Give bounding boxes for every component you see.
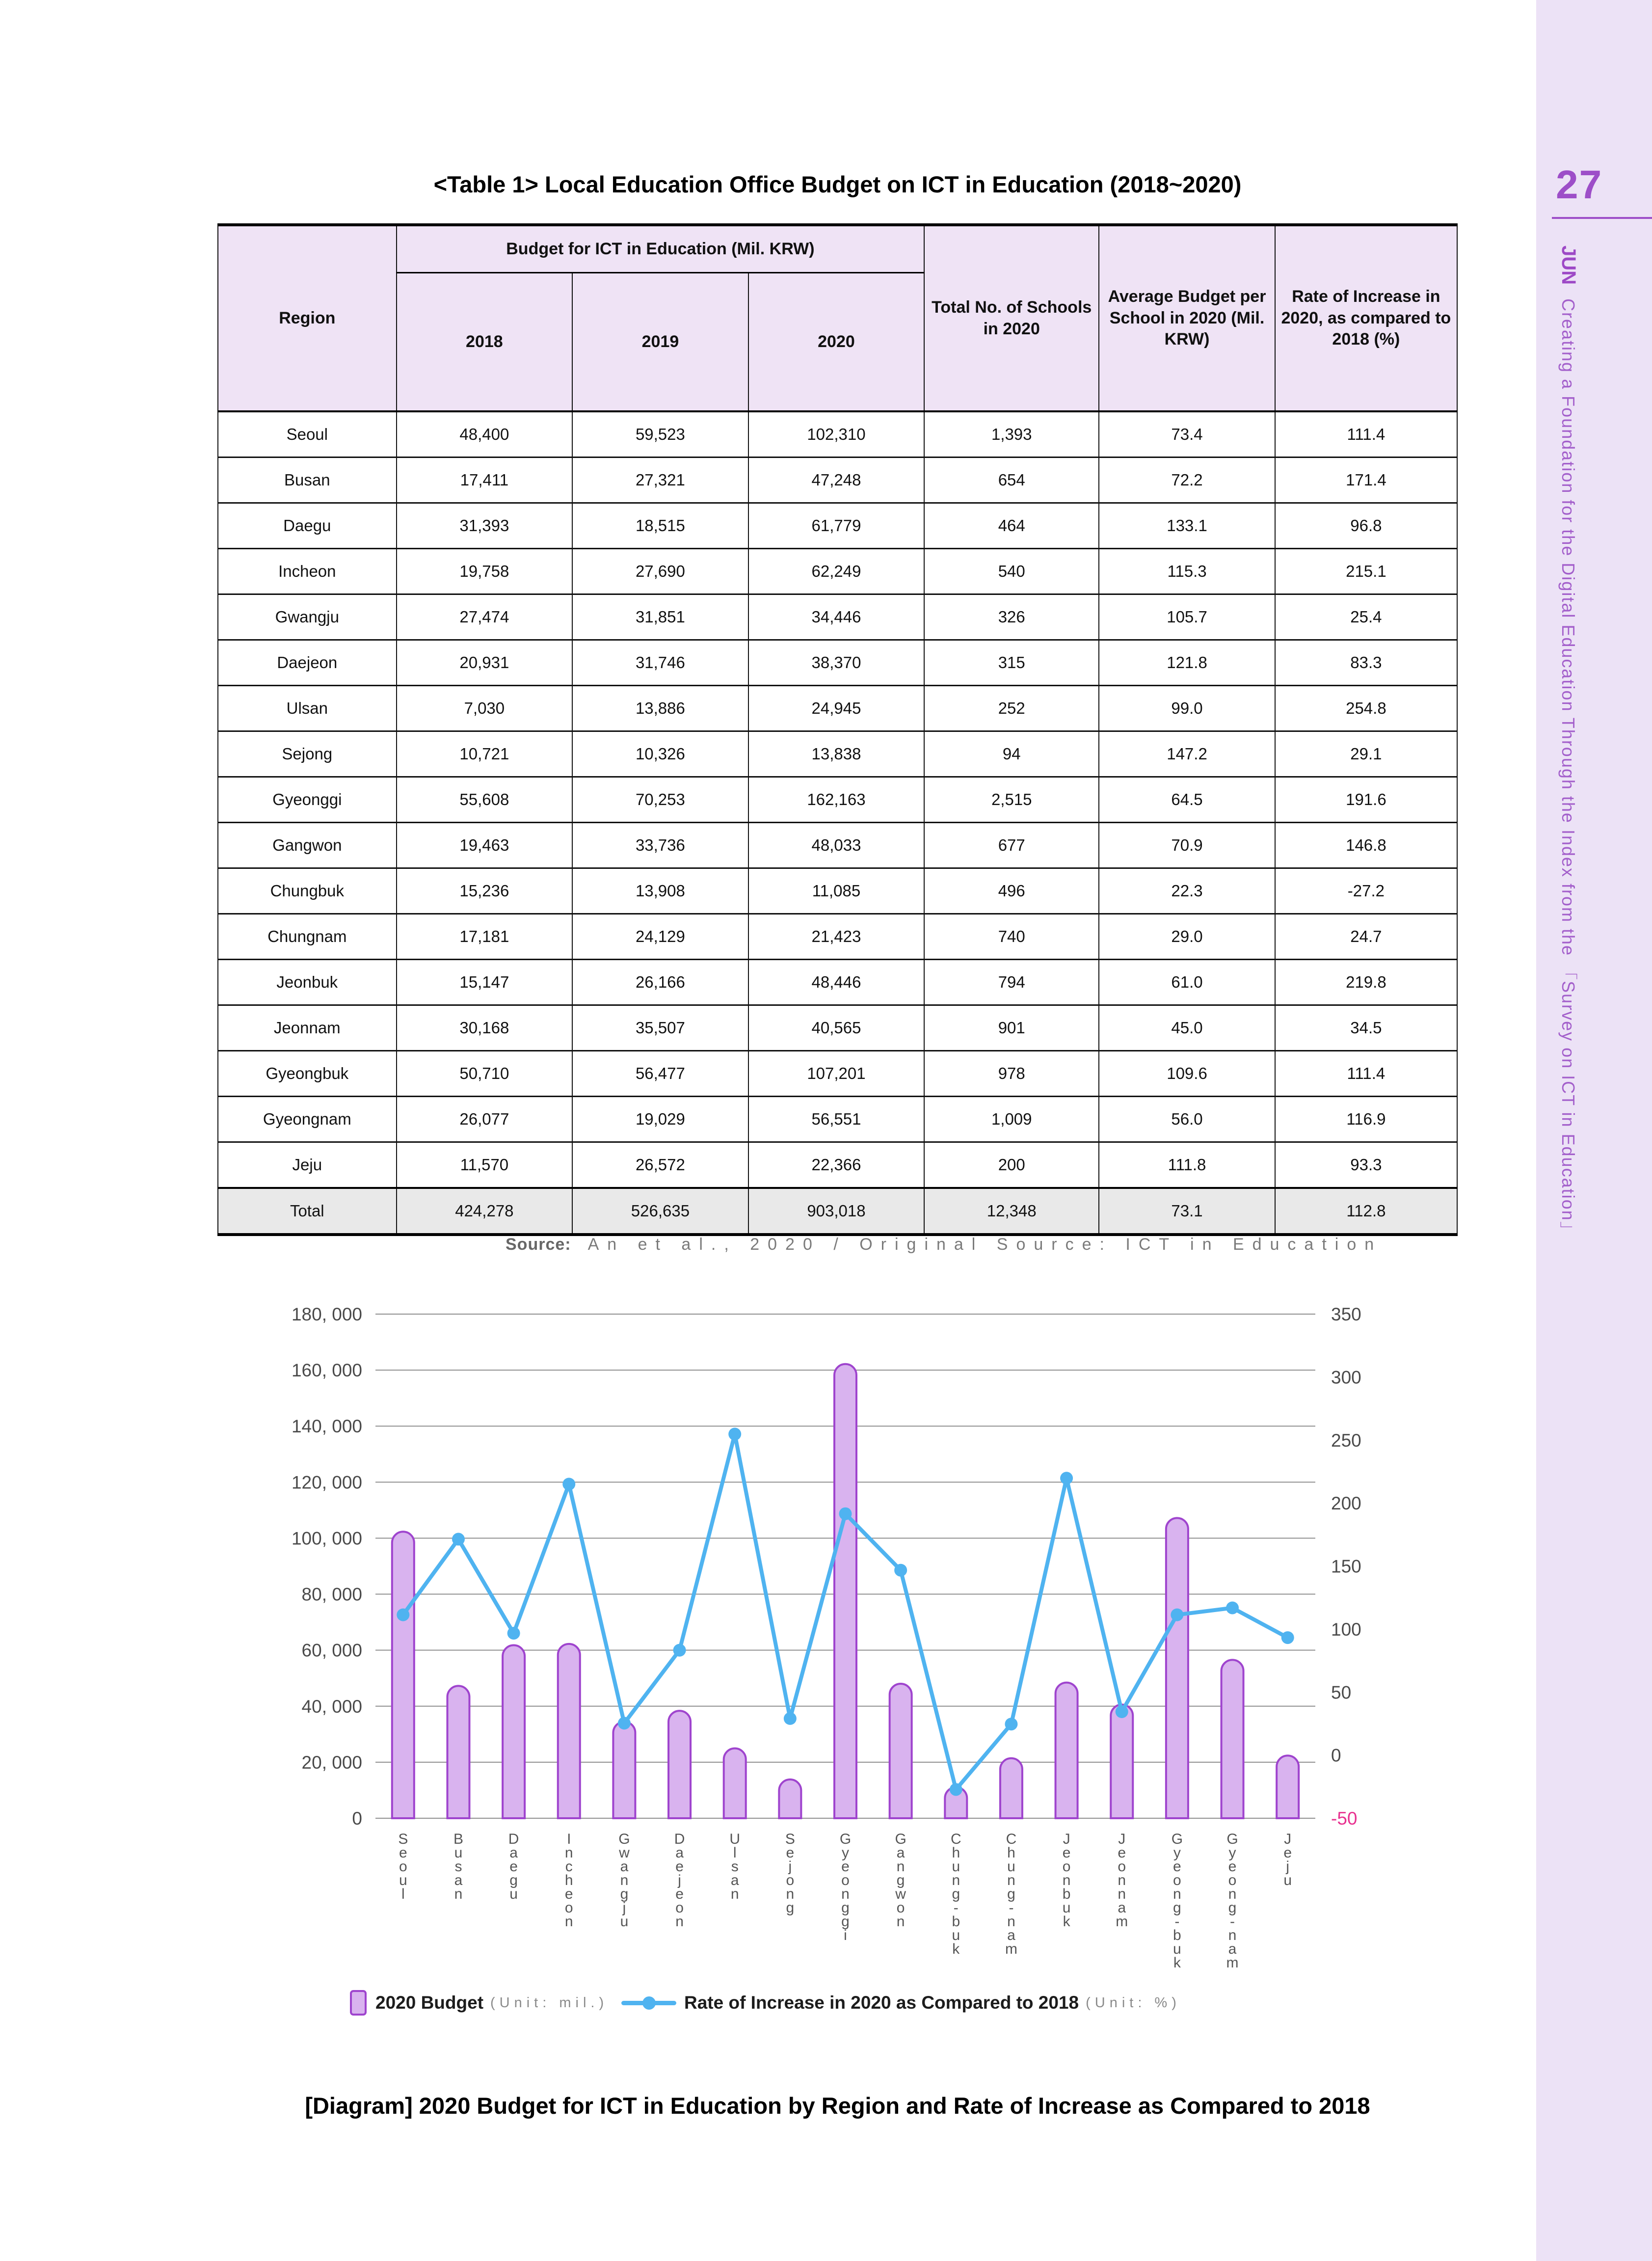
header-average-budget: Average Budget per School in 2020 (Mil. KRW) — [1099, 225, 1275, 411]
region-cell: Jeonbuk — [218, 960, 397, 1005]
value-cell: 93.3 — [1275, 1142, 1457, 1188]
value-cell: 34,446 — [748, 594, 925, 640]
value-cell: 24.7 — [1275, 914, 1457, 960]
budget-bar — [613, 1722, 635, 1818]
region-cell: Busan — [218, 458, 397, 503]
budget-bar — [1056, 1683, 1078, 1818]
rate-point — [1281, 1631, 1294, 1644]
value-cell: 252 — [924, 686, 1099, 731]
value-cell: 27,474 — [397, 594, 573, 640]
value-cell: 17,181 — [397, 914, 573, 960]
value-cell: 11,085 — [748, 868, 925, 914]
value-cell: -27.2 — [1275, 868, 1457, 914]
value-cell: 61.0 — [1099, 960, 1275, 1005]
rate-point — [397, 1609, 409, 1621]
budget-bar — [503, 1645, 525, 1818]
value-cell: 48,446 — [748, 960, 925, 1005]
right-axis-tick: 200 — [1331, 1493, 1361, 1514]
value-cell: 94 — [924, 731, 1099, 777]
x-axis-label: G y e o n g -n a m — [1226, 1831, 1239, 1971]
table-row — [218, 1142, 1457, 1188]
value-cell: 29.1 — [1275, 731, 1457, 777]
value-cell: 19,029 — [572, 1097, 748, 1142]
rate-point — [562, 1478, 575, 1490]
header-rate-of-increase: Rate of Increase in 2020, as compared to 2018 (%) — [1275, 225, 1457, 411]
value-cell: 31,746 — [572, 640, 748, 686]
value-cell: 22,366 — [748, 1142, 925, 1188]
region-cell: Total — [218, 1188, 397, 1235]
value-cell: 10,326 — [572, 731, 748, 777]
rate-point — [1005, 1718, 1017, 1730]
value-cell: 219.8 — [1275, 960, 1457, 1005]
value-cell: 24,945 — [748, 686, 925, 731]
value-cell: 72.2 — [1099, 458, 1275, 503]
legend-rate-unit: (Unit: %) — [1086, 1994, 1181, 2011]
rate-point — [728, 1427, 741, 1440]
value-cell: 59,523 — [572, 411, 748, 458]
rate-point — [618, 1717, 631, 1729]
value-cell: 315 — [924, 640, 1099, 686]
diagram-caption: [Diagram] 2020 Budget for ICT in Education by Region and Rate of Increase as Compared to 2018 — [305, 2093, 1370, 2119]
value-cell: 30,168 — [397, 1005, 573, 1051]
x-axis-label: J e o n n a m — [1116, 1831, 1128, 1930]
budget-bar — [558, 1644, 580, 1818]
region-cell: Daegu — [218, 503, 397, 549]
value-cell: 102,310 — [748, 411, 925, 458]
chart-canvas — [0, 1276, 1652, 2013]
x-axis-label: J e j u — [1283, 1831, 1292, 1888]
value-cell: 11,570 — [397, 1142, 573, 1188]
value-cell: 17,411 — [397, 458, 573, 503]
value-cell: 13,908 — [572, 868, 748, 914]
value-cell: 146.8 — [1275, 823, 1457, 868]
x-axis-label: C h u n g -b u k — [950, 1831, 961, 1957]
value-cell: 326 — [924, 594, 1099, 640]
value-cell: 29.0 — [1099, 914, 1275, 960]
right-axis-tick: 100 — [1331, 1619, 1361, 1640]
left-axis-tick: 160, 000 — [291, 1360, 362, 1381]
value-cell: 1,393 — [924, 411, 1099, 458]
value-cell: 15,236 — [397, 868, 573, 914]
region-cell: Gangwon — [218, 823, 397, 868]
value-cell: 70,253 — [572, 777, 748, 823]
right-axis-tick: -50 — [1331, 1808, 1358, 1829]
x-axis-label: G y e o n g g i — [839, 1831, 852, 1943]
value-cell: 13,886 — [572, 686, 748, 731]
value-cell: 254.8 — [1275, 686, 1457, 731]
region-cell: Daejeon — [218, 640, 397, 686]
value-cell: 12,348 — [924, 1188, 1099, 1235]
value-cell: 26,572 — [572, 1142, 748, 1188]
value-cell: 115.3 — [1099, 549, 1275, 594]
value-cell: 99.0 — [1099, 686, 1275, 731]
table-row — [218, 1005, 1457, 1051]
value-cell: 20,931 — [397, 640, 573, 686]
region-cell: Jeonnam — [218, 1005, 397, 1051]
region-cell: Sejong — [218, 731, 397, 777]
left-axis-tick: 180, 000 — [291, 1304, 362, 1324]
line-marker-icon — [621, 2001, 676, 2005]
region-cell: Gyeongbuk — [218, 1051, 397, 1097]
value-cell: 526,635 — [572, 1188, 748, 1235]
budget-bar — [1277, 1755, 1299, 1818]
left-axis-tick: 40, 000 — [301, 1696, 362, 1717]
left-axis-tick: 60, 000 — [301, 1640, 362, 1661]
chart-legend — [217, 1983, 1458, 2027]
value-cell: 31,393 — [397, 503, 573, 549]
source-label: Source: — [506, 1235, 571, 1254]
value-cell: 96.8 — [1275, 503, 1457, 549]
header-year-2019: 2019 — [572, 273, 748, 412]
table-row — [218, 686, 1457, 731]
value-cell: 116.9 — [1275, 1097, 1457, 1142]
value-cell: 35,507 — [572, 1005, 748, 1051]
value-cell: 112.8 — [1275, 1188, 1457, 1235]
rate-point — [452, 1533, 465, 1546]
region-cell: Gwangju — [218, 594, 397, 640]
table-row — [218, 777, 1457, 823]
value-cell: 83.3 — [1275, 640, 1457, 686]
rate-point — [673, 1644, 686, 1657]
value-cell: 464 — [924, 503, 1099, 549]
value-cell: 121.8 — [1099, 640, 1275, 686]
x-axis-label: S e o u l — [398, 1831, 408, 1902]
value-cell: 171.4 — [1275, 458, 1457, 503]
value-cell: 215.1 — [1275, 549, 1457, 594]
header-year-2020: 2020 — [748, 273, 925, 412]
header-year-2018: 2018 — [397, 273, 573, 412]
sidebar-report-title: Creating a Foundation for the Digital Education Through the Index from the 「Survey on ICT in Education」 — [1558, 298, 1578, 1240]
legend-item-rate — [621, 1983, 1181, 2022]
legend-item-budget — [350, 1983, 608, 2022]
budget-table — [217, 223, 1458, 1236]
value-cell: 7,030 — [397, 686, 573, 731]
value-cell: 47,248 — [748, 458, 925, 503]
budget-bar — [392, 1532, 414, 1818]
value-cell: 48,400 — [397, 411, 573, 458]
value-cell: 70.9 — [1099, 823, 1275, 868]
value-cell: 107,201 — [748, 1051, 925, 1097]
value-cell: 15,147 — [397, 960, 573, 1005]
value-cell: 56,477 — [572, 1051, 748, 1097]
value-cell: 162,163 — [748, 777, 925, 823]
value-cell: 677 — [924, 823, 1099, 868]
value-cell: 24,129 — [572, 914, 748, 960]
value-cell: 22.3 — [1099, 868, 1275, 914]
value-cell: 147.2 — [1099, 731, 1275, 777]
sidebar-divider — [1552, 217, 1652, 219]
region-cell: Incheon — [218, 549, 397, 594]
table-row — [218, 823, 1457, 868]
value-cell: 33,736 — [572, 823, 748, 868]
value-cell: 19,463 — [397, 823, 573, 868]
header-total-schools: Total No. of Schools in 2020 — [924, 225, 1099, 411]
budget-bar — [668, 1711, 691, 1818]
table-row — [218, 458, 1457, 503]
rate-point — [1171, 1609, 1183, 1621]
left-axis-tick: 0 — [352, 1808, 362, 1829]
value-cell: 2,515 — [924, 777, 1099, 823]
header-budget-group: Budget for ICT in Education (Mil. KRW) — [397, 225, 925, 273]
value-cell: 901 — [924, 1005, 1099, 1051]
value-cell: 13,838 — [748, 731, 925, 777]
value-cell: 794 — [924, 960, 1099, 1005]
value-cell: 978 — [924, 1051, 1099, 1097]
value-cell: 26,166 — [572, 960, 748, 1005]
x-axis-label: U l s a n — [729, 1831, 741, 1902]
value-cell: 903,018 — [748, 1188, 925, 1235]
left-axis-tick: 100, 000 — [291, 1528, 362, 1549]
right-axis-tick: 250 — [1331, 1430, 1361, 1451]
table-row — [218, 1051, 1457, 1097]
table-row — [218, 640, 1457, 686]
value-cell: 26,077 — [397, 1097, 573, 1142]
value-cell: 64.5 — [1099, 777, 1275, 823]
value-cell: 105.7 — [1099, 594, 1275, 640]
value-cell: 62,249 — [748, 549, 925, 594]
value-cell: 21,423 — [748, 914, 925, 960]
value-cell: 31,851 — [572, 594, 748, 640]
value-cell: 48,033 — [748, 823, 925, 868]
region-cell: Chungbuk — [218, 868, 397, 914]
value-cell: 111.4 — [1275, 411, 1457, 458]
value-cell: 18,515 — [572, 503, 748, 549]
table-row — [218, 960, 1457, 1005]
x-axis-label: J e o n b u k — [1062, 1831, 1071, 1930]
right-axis-tick: 300 — [1331, 1367, 1361, 1388]
table-row — [218, 731, 1457, 777]
value-cell: 1,009 — [924, 1097, 1099, 1142]
value-cell: 191.6 — [1275, 777, 1457, 823]
value-cell: 540 — [924, 549, 1099, 594]
budget-bar — [890, 1684, 912, 1818]
x-axis-label: S e j o n g — [785, 1831, 795, 1916]
x-axis-label: G a n g w o n — [895, 1831, 906, 1930]
sidebar-month: JUN — [1558, 245, 1579, 285]
table-title: <Table 1> Local Education Office Budget on ICT in Education (2018~2020) — [433, 171, 1242, 197]
value-cell: 111.8 — [1099, 1142, 1275, 1188]
left-axis-tick: 140, 000 — [291, 1416, 362, 1437]
left-axis-tick: 80, 000 — [301, 1584, 362, 1605]
legend-budget-label: 2020 Budget — [375, 1992, 484, 2013]
right-axis-tick: 150 — [1331, 1556, 1361, 1577]
value-cell: 424,278 — [397, 1188, 573, 1235]
value-cell: 56.0 — [1099, 1097, 1275, 1142]
rate-point — [950, 1783, 962, 1796]
page-number: 27 — [1556, 162, 1603, 207]
value-cell: 654 — [924, 458, 1099, 503]
combo-chart — [0, 1276, 1652, 2013]
table-row — [218, 549, 1457, 594]
region-cell: Chungnam — [218, 914, 397, 960]
legend-budget-unit: (Unit: mil.) — [490, 1994, 609, 2011]
table-row — [218, 503, 1457, 549]
rate-point — [1116, 1705, 1128, 1718]
budget-bar — [779, 1779, 801, 1818]
region-cell: Gyeonggi — [218, 777, 397, 823]
x-axis-label: I n c h e o n — [564, 1831, 573, 1930]
value-cell: 45.0 — [1099, 1005, 1275, 1051]
value-cell: 55,608 — [397, 777, 573, 823]
budget-bar — [1222, 1660, 1244, 1818]
region-cell: Seoul — [218, 411, 397, 458]
table-total-row — [218, 1188, 1457, 1235]
budget-bar — [1166, 1518, 1188, 1818]
value-cell: 25.4 — [1275, 594, 1457, 640]
x-axis-label: G y e o n g -b u k — [1171, 1831, 1183, 1971]
value-cell: 27,690 — [572, 549, 748, 594]
x-axis-label: D a e j e o n — [674, 1831, 685, 1930]
rate-point — [1060, 1472, 1073, 1484]
rate-point — [784, 1712, 797, 1725]
rate-point — [839, 1507, 852, 1520]
value-cell: 740 — [924, 914, 1099, 960]
value-cell: 111.4 — [1275, 1051, 1457, 1097]
left-axis-tick: 120, 000 — [291, 1472, 362, 1493]
x-axis-label: D a e g u — [508, 1831, 519, 1902]
rate-point — [894, 1564, 907, 1577]
table-row — [218, 594, 1457, 640]
source-line — [506, 1235, 1382, 1254]
table-row — [218, 411, 1457, 458]
value-cell: 73.1 — [1099, 1188, 1275, 1235]
region-cell: Gyeongnam — [218, 1097, 397, 1142]
value-cell: 109.6 — [1099, 1051, 1275, 1097]
table-row — [218, 914, 1457, 960]
value-cell: 200 — [924, 1142, 1099, 1188]
legend-rate-label: Rate of Increase in 2020 as Compared to 2018 — [684, 1992, 1079, 2013]
region-cell: Jeju — [218, 1142, 397, 1188]
value-cell: 50,710 — [397, 1051, 573, 1097]
right-axis-tick: 0 — [1331, 1745, 1341, 1766]
value-cell: 27,321 — [572, 458, 748, 503]
x-axis-label: C h u n g -n a m — [1005, 1831, 1017, 1957]
value-cell: 56,551 — [748, 1097, 925, 1142]
value-cell: 19,758 — [397, 549, 573, 594]
value-cell: 61,779 — [748, 503, 925, 549]
rate-point — [1226, 1601, 1239, 1614]
left-axis-tick: 20, 000 — [301, 1752, 362, 1773]
budget-bar — [724, 1749, 746, 1818]
x-axis-label: B u s a n — [453, 1831, 463, 1902]
right-axis-tick: 50 — [1331, 1682, 1352, 1703]
table-row — [218, 868, 1457, 914]
x-axis-label: G w a n g j u — [618, 1831, 630, 1930]
budget-bar — [447, 1686, 469, 1818]
budget-bar — [1111, 1705, 1133, 1818]
right-axis-tick: 350 — [1331, 1304, 1361, 1324]
budget-bar — [1000, 1758, 1022, 1818]
value-cell: 133.1 — [1099, 503, 1275, 549]
source-text: An et al., 2020 / Original Source: ICT in Education — [587, 1235, 1383, 1254]
region-cell: Ulsan — [218, 686, 397, 731]
value-cell: 10,721 — [397, 731, 573, 777]
value-cell: 34.5 — [1275, 1005, 1457, 1051]
header-region: Region — [218, 225, 397, 411]
budget-bar — [834, 1364, 856, 1818]
value-cell: 496 — [924, 868, 1099, 914]
value-cell: 73.4 — [1099, 411, 1275, 458]
bar-swatch-icon — [350, 1990, 367, 2016]
table-row — [218, 1097, 1457, 1142]
value-cell: 40,565 — [748, 1005, 925, 1051]
value-cell: 38,370 — [748, 640, 925, 686]
rate-point — [507, 1627, 520, 1640]
